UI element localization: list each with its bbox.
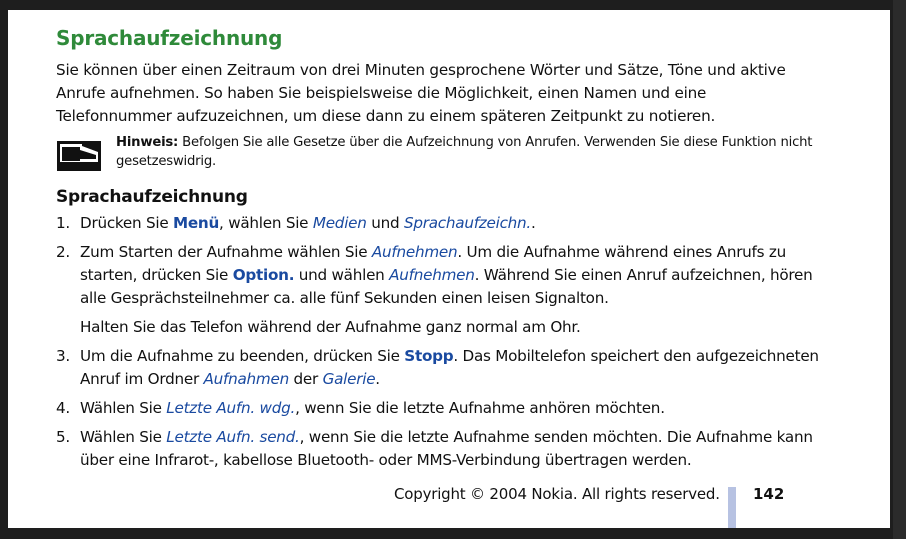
step-number: 5. <box>56 428 70 446</box>
step-text: und wählen <box>294 266 390 284</box>
note-body: Befolgen Sie alle Gesetze über die Aufzeichnung von Anrufen. Verwenden Sie diese Funktion nicht gesetzeswidrig. <box>116 135 813 169</box>
note-text <box>116 133 816 171</box>
step-text: Drücken Sie <box>80 214 173 232</box>
step-text: Um die Aufnahme zu beenden, drücken Sie <box>80 347 405 365</box>
step-text: und <box>366 214 404 232</box>
list-item <box>56 426 836 472</box>
page-title: Sprachaufzeichnung <box>56 26 283 50</box>
section-subtitle: Sprachaufzeichnung <box>56 187 248 207</box>
step-text: , wählen Sie <box>219 214 313 232</box>
menu-item-link: Aufnahmen <box>203 370 289 388</box>
list-item <box>56 397 836 420</box>
list-item <box>56 345 836 391</box>
window-edge <box>893 0 906 539</box>
menu-item-link: Aufnehmen <box>389 266 475 284</box>
note-hand-icon <box>56 140 102 172</box>
step-number: 4. <box>56 399 70 417</box>
step-text: . Während Sie einen Anruf aufzeichnen, hören alle Gesprächsteilnehmer ca. alle fünf Sekunden einen leisen Signalton. <box>80 266 813 307</box>
list-item <box>56 212 836 235</box>
menu-item-link: Letzte Aufn. wdg. <box>166 399 296 417</box>
step-number: 3. <box>56 347 70 365</box>
menu-item-link: Galerie <box>322 370 376 388</box>
step-number: 2. <box>56 243 70 261</box>
menu-item-link: Letzte Aufn. send. <box>166 428 300 446</box>
list-item <box>56 241 836 339</box>
page-accent-bar <box>728 487 736 528</box>
step-text: , wenn Sie die letzte Aufnahme senden möchten. Die Aufnahme kann über eine Infrarot-, kabellose Bluetooth- oder MMS-Verbindung übertragen werden. <box>80 428 813 469</box>
menu-key: Stopp <box>404 347 454 365</box>
step-number: 1. <box>56 214 70 232</box>
step-text: der <box>288 370 323 388</box>
step-text: . Das Mobiltelefon speichert den aufgezeichneten Anruf im Ordner <box>80 347 819 388</box>
menu-item-link: Aufnehmen <box>371 243 458 261</box>
steps-list <box>56 212 836 478</box>
step-text: Zum Starten der Aufnahme wählen Sie <box>80 243 372 261</box>
note-label: Hinweis: <box>116 135 179 150</box>
document-page <box>8 10 890 528</box>
page-number: 142 <box>753 485 785 503</box>
menu-item-link: Sprachaufzeichn. <box>403 214 532 232</box>
step-text: Wählen Sie <box>80 399 167 417</box>
copyright-footer: Copyright © 2004 Nokia. All rights reserved. <box>394 485 720 503</box>
step-text: , wenn Sie die letzte Aufnahme anhören möchten. <box>295 399 665 417</box>
step-text: . Um die Aufnahme während eines Anrufs zu starten, drücken Sie <box>80 243 786 284</box>
note-box <box>56 133 816 175</box>
step-subnote: Halten Sie das Telefon während der Aufnahme ganz normal am Ohr. <box>80 318 581 336</box>
menu-item-link: Medien <box>312 214 367 232</box>
step-text: . <box>531 214 536 232</box>
step-text: Wählen Sie <box>80 428 167 446</box>
intro-paragraph: Sie können über einen Zeitraum von drei Minuten gesprochene Wörter und Sätze, Töne und aktive Anrufe aufnehmen. So haben Sie beispielsweise die Möglichkeit, einen Namen und eine Telefonnummer aufzuzeichnen, um diese dann zu einem späteren Zeitpunkt zu notieren. <box>56 61 786 125</box>
menu-key: Menü <box>173 214 220 232</box>
menu-key: Option. <box>232 266 295 284</box>
step-text: . <box>375 370 380 388</box>
